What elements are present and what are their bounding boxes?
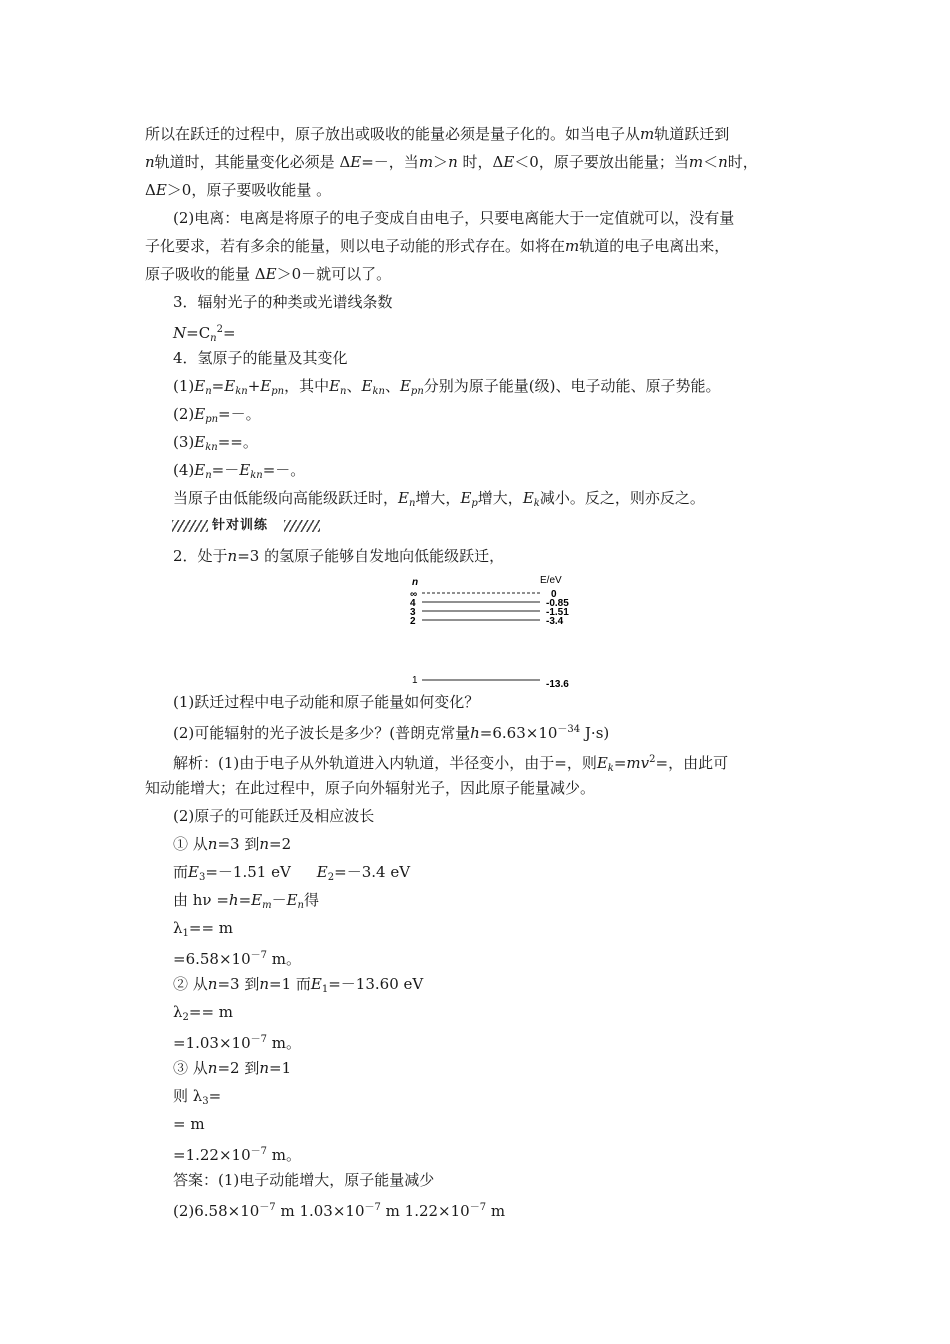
- answer-line: 答案：(1)电子动能增大，原子能量减少: [173, 1171, 435, 1189]
- formula-line: $N=C_n^2=$: [173, 324, 236, 344]
- solution-line: ② 从n=3 到n=1 而$E_1=-13.60$ eV: [173, 975, 424, 995]
- answer-line: $(2)6.58\times 10^{-7}$ m $1.03\times 10^{-7}$ m $1.22\times 10^{-7}$ m: [173, 1202, 506, 1220]
- text-line: 所以在跃迁的过程中，原子放出或吸收的能量必须是量子化的。如当电子从m轨道跃迁到: [145, 125, 730, 143]
- solution-line: $=1.03\times 10^{-7}$ m。: [173, 1034, 301, 1052]
- section-heading: 4．氢原子的能量及其变化: [173, 349, 348, 367]
- level-label: 2: [410, 616, 416, 627]
- solution-line: $\lambda_2== m$: [173, 1003, 234, 1023]
- level-label: 4: [410, 598, 416, 609]
- solution-line: 则 $\lambda_3=$: [173, 1087, 222, 1107]
- level-energy: -0.85: [546, 598, 569, 609]
- text-line: 当原子由低能级向高能级跃迁时，$E_n$增大，$E_p$增大，$E_k$减小。反之，则亦反之。: [173, 489, 705, 509]
- text-line: (2)电离：电离是将原子的电子变成自由电子，只要电离能大于一定值就可以，没有量: [173, 209, 735, 227]
- text-line: 子化要求，若有多余的能量，则以电子动能的形式存在。如将在m轨道的电子电离出来，: [145, 237, 730, 255]
- solution-line: $=1.22\times 10^{-7}$ m。: [173, 1146, 301, 1164]
- solution-line: $\lambda_1== m$: [173, 919, 234, 939]
- level-energy: 0: [551, 589, 557, 600]
- text-line: $(1)E_n=E_{kn}+E_{pn}$，其中$E_n$、$E_{kn}$、$E_{pn}$分别为原子能量(级)、电子动能、原子势能。: [173, 377, 721, 397]
- n-axis-label: n: [412, 577, 419, 588]
- practice-banner: [172, 516, 322, 536]
- solution-line: 解析：(1)由于电子从外轨道进入内轨道，半径变小，由于=，则$E_k=mv^2=$，由此可: [173, 754, 729, 774]
- text-line: n轨道时，其能量变化必须是 ΔE=－，当m＞n 时，ΔE＜0，原子要放出能量；当m＜n时，: [145, 153, 758, 171]
- solution-line: = m: [173, 1115, 205, 1133]
- solution-line: 知动能增大；在此过程中，原子向外辐射光子，因此原子能量减少。: [145, 779, 596, 797]
- text-line: $(3)E_{kn}==$。: [173, 433, 258, 453]
- hatch-decoration: [284, 520, 320, 532]
- energy-level-diagram: [400, 572, 600, 690]
- question-stem: 2．处于n=3 的氢原子能够自发地向低能级跃迁，: [173, 547, 505, 565]
- text-line: $(4)E_n=-E_{kn}=-$。: [173, 461, 306, 481]
- energy-axis-label: E/eV: [540, 575, 562, 586]
- solution-line: ① 从n=3 到n=2: [173, 835, 292, 853]
- level-label: 1: [412, 675, 418, 686]
- solution-line: (2)原子的可能跃迁及相应波长: [173, 807, 375, 825]
- level-energy: -13.6: [546, 679, 569, 690]
- solution-line: $=6.58\times 10^{-7}$ m。: [173, 950, 301, 968]
- text-line: ΔE＞0，原子要吸收能量 。: [145, 181, 332, 199]
- level-energy: -3.4: [546, 616, 564, 627]
- section-heading: 3．辐射光子的种类或光谱线条数: [173, 293, 393, 311]
- banner-label: 针对训练: [212, 518, 269, 533]
- text-line: $(2)E_{pn}=-$。: [173, 405, 261, 425]
- solution-line: 而$E_3=-1.51$ eV $E_2=-3.4$ eV: [173, 863, 411, 883]
- level-energy: -1.51: [546, 607, 569, 618]
- sub-question: (2)可能辐射的光子波长是多少？(普朗克常量$h=6.63\times 10^{-34}$ J·s): [173, 724, 610, 742]
- level-label: ∞: [410, 589, 418, 600]
- text-line: 原子吸收的能量 ΔE＞0－就可以了。: [145, 265, 392, 283]
- solution-line: ③ 从n=2 到n=1: [173, 1059, 292, 1077]
- sub-question: (1)跃迁过程中电子动能和原子能量如何变化？: [173, 693, 480, 711]
- solution-line: 由 $h\nu =h=E_m-E_n$得: [173, 891, 320, 911]
- hatch-decoration: [172, 520, 208, 532]
- level-label: 3: [410, 607, 416, 618]
